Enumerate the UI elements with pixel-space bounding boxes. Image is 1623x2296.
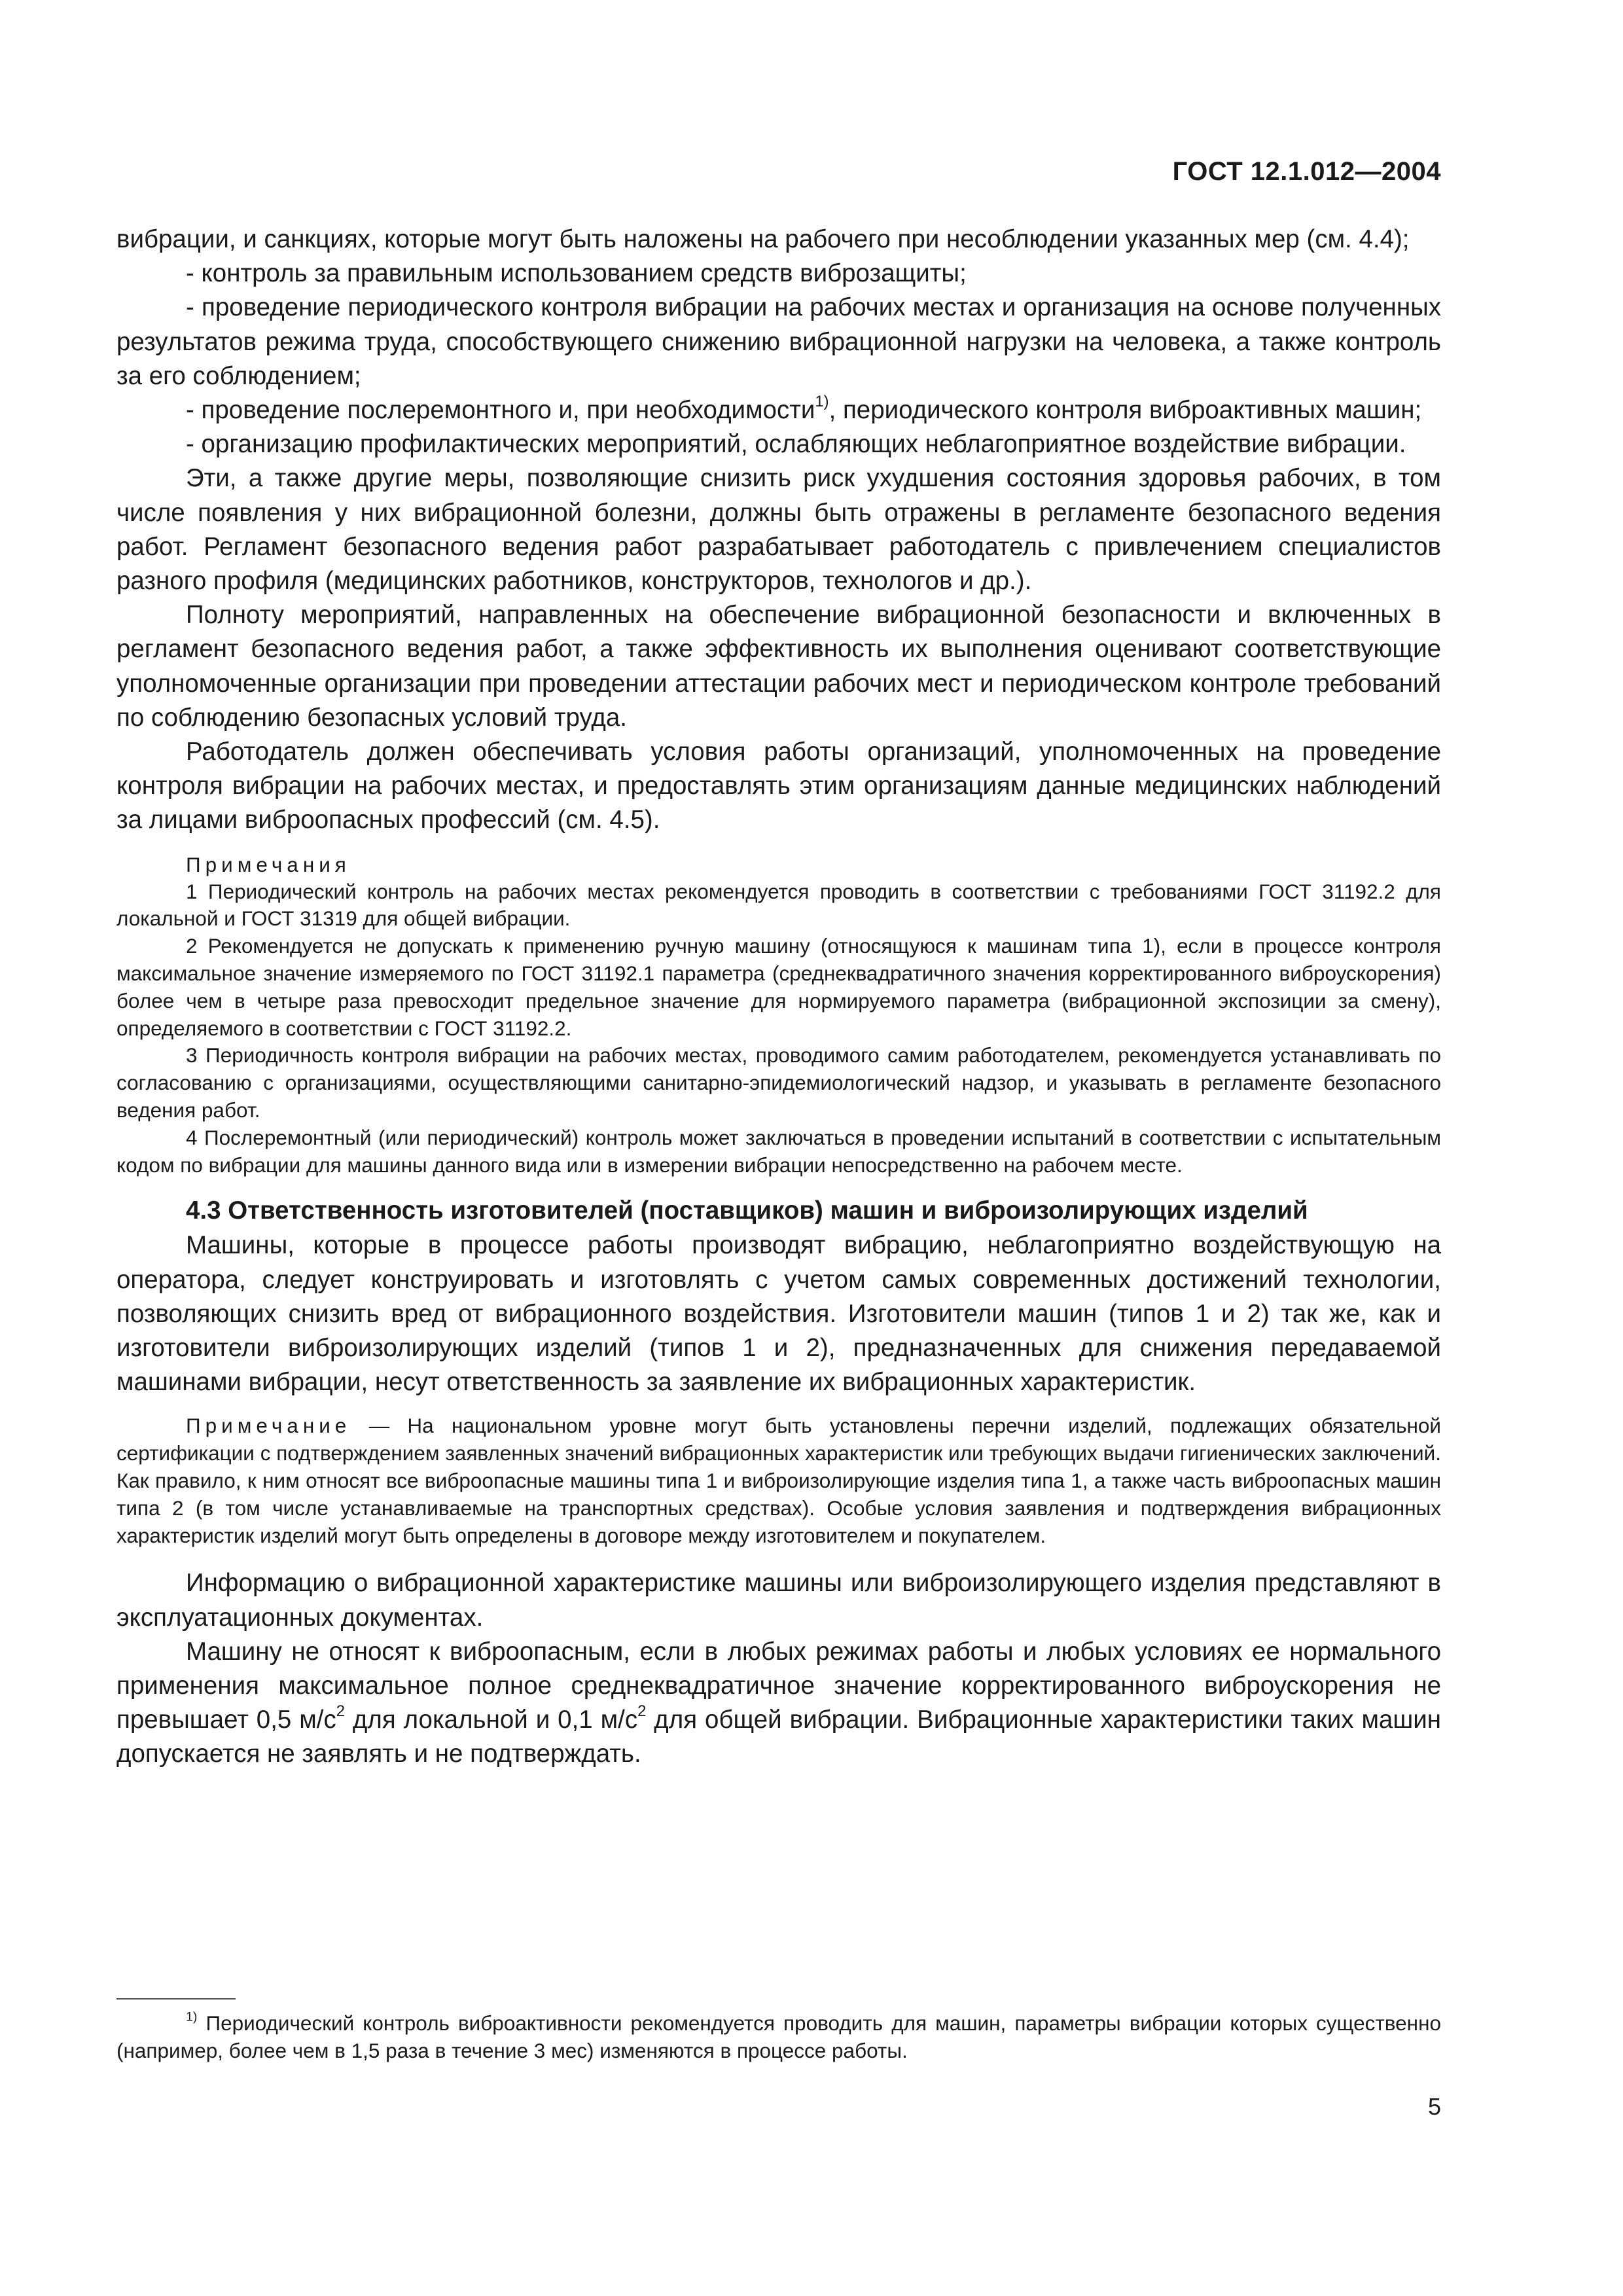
section-note-text: — На национальном уровне могут быть установлены перечни изделий, подлежащих обязательной сертификации с подтверждением заявленных значений вибрационных характеристик или требующих выдачи гигиенических заключений. Как правило, к ним относят все виброопасные машины типа 1 и виброизолирующие изделия типа 1, а также часть виброопасных машин типа 2 (в том числе устанавливаемые на транспортных средствах). Особые условия заявления и подтверждения вибрационных характеристик изделий могут быть определены в договоре между изготовителем и покупателем. [116,1414,1441,1547]
section-paragraph-3-a: Машину не относят к виброопасным, если в любых режимах работы и любых условиях ее нормального применения максимальное полное среднеквадратичное значение корректированного виброускорения не превышает 0,5 м/с [116,1637,1441,1734]
note-3: 3 Периодичность контроля вибрации на рабочих местах, проводимого самим работодателем, рекомендуется устанавливать по согласованию с организациями, осуществляющими санитарно-эпидемиологический надзор, и указывать в регламенте безопасного ведения работ. [116,1043,1441,1122]
unit-exponent-2: 2 [637,1702,647,1721]
section-paragraph-3-b: для локальной и 0,1 м/с [344,1706,638,1734]
paragraph-3: - проведение периодического контроля вибрации на рабочих местах и организация на основе полученных результатов режима труда, способствующего снижению вибрационной нагрузки на человека, а также контроль за его соблюдением; [116,293,1441,390]
footnote-divider [116,1998,236,2000]
paragraph-4 [116,393,1441,427]
document-page [116,0,1441,2296]
page-number: 5 [1427,2093,1441,2120]
paragraph-5: - организацию профилактических мероприятий, ослабляющих неблагоприятное воздействие вибрации. [186,430,1406,459]
section-paragraph-2: Информацию о вибрационной характеристике машины или виброизолирующего изделия представляют в эксплуатационных документах. [116,1569,1441,1632]
note-2: 2 Рекомендуется не допускать к применению ручную машину (относящуюся к машинам типа 1), если в процессе контроля максимальное значение измеряемого по ГОСТ 31192.1 параметра (среднеквадратичного значения корректированного виброускорения) более чем в четыре раза превосходит предельное значение для нормируемого параметра (вибрационной экспозиции за смену), определяемого в соответствии с ГОСТ 31192.2. [116,934,1441,1040]
footnote [116,2009,1441,2064]
paragraph-8: Работодатель должен обеспечивать условия работы организаций, уполномоченных на проведение контроля вибрации на рабочих местах, и предоставлять этим организациям данные медицинских наблюдений за лицами виброопасных профессий (см. 4.5). [116,738,1441,834]
paragraph-4-after: , периодического контроля виброактивных машин; [829,396,1422,425]
paragraph-1: вибрации, и санкциях, которые могут быть наложены на рабочего при несоблюдении указанных мер (см. 4.4); [116,225,1410,253]
section-note [116,1412,1441,1549]
section-note-label: Примечание [186,1414,351,1438]
paragraph-7: Полноту мероприятий, направленных на обеспечение вибрационной безопасности и включенных в регламент безопасного ведения работ, а также эффективность их выполнения оценивают соответствующие уполномоченные организации при проведении аттестации рабочих мест и периодическом контроле требований по соблюдению безопасных условий труда. [116,601,1441,732]
footnote-text: Периодический контроль виброактивности рекомендуется проводить для машин, параметры вибрации которых существенно (например, более чем в 1,5 раза в течение 3 мес) изменяются в процессе работы. [116,2011,1441,2062]
body-text [116,223,1441,1772]
section-paragraph-1: Машины, которые в процессе работы производят вибрацию, неблагоприятно воздействующую на оператора, следует конструировать и изготовлять с учетом самых современных достижений технологии, позволяющих снизить вред от вибрационного воздействия. Изготовители машин (типов 1 и 2) так же, как и изготовители виброизолирующих изделий (типов 1 и 2), предназначенных для снижения передаваемой машинами вибрации, несут ответственность за заявление их вибрационных характеристик. [116,1231,1441,1397]
standard-header: ГОСТ 12.1.012—2004 [1172,157,1441,186]
paragraph-6: Эти, а также другие меры, позволяющие снизить риск ухудшения состояния здоровья рабочих, в том числе появления у них вибрационной болезни, должны быть отражены в регламенте безопасного ведения работ. Регламент безопасного ведения работ разрабатывает работодатель с привлечением специалистов разного профиля (медицинских работников, конструкторов, технологов и др.). [116,464,1441,596]
paragraph-4-before: - проведение послеремонтного и, при необходимости [186,396,815,425]
section-title: 4.3 Ответственность изготовителей (поставщиков) машин и виброизолирующих изделий [186,1196,1308,1225]
note-1: 1 Периодический контроль на рабочих местах рекомендуется проводить в соответствии с требованиями ГОСТ 31192.2 для локальной и ГОСТ 31319 для общей вибрации. [116,879,1441,931]
paragraph-2: - контроль за правильным использованием средств виброзащиты; [186,259,967,288]
unit-exponent-1: 2 [336,1702,345,1721]
notes-title: Примечания [186,852,351,876]
section-paragraph-3-c: для общей вибрации. Вибрационные характеристики таких машин допускается не заявлять и не подтверждать. [116,1706,1441,1768]
footnote-reference: 1) [815,393,829,411]
footnote-mark: 1) [186,2009,198,2024]
section-paragraph-3 [116,1635,1441,1772]
note-4: 4 Послеремонтный (или периодический) контроль может заключаться в проведении испытаний в соответствии с испытательным кодом по вибрации для машины данного вида или в измерении вибрации непосредственно на рабочем месте. [116,1125,1441,1177]
